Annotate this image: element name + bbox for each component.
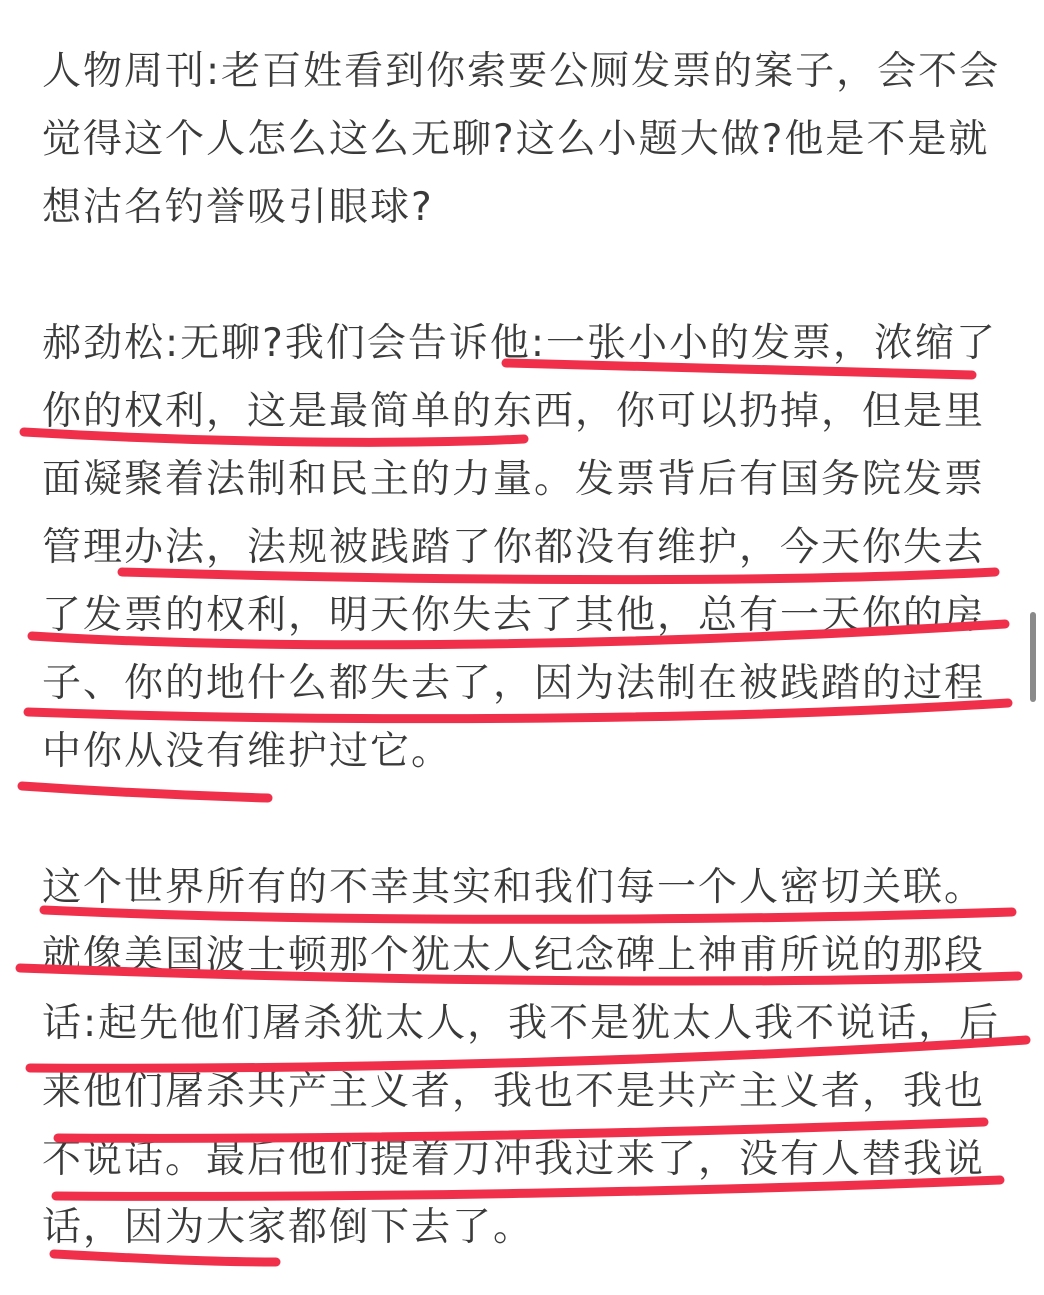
paragraph-question: 人物周刊:老百姓看到你索要公厕发票的案子，会不会觉得这个人怎么这么无聊?这么小题大做?他是不是就想沽名钓誉吸引眼球? <box>42 49 1001 230</box>
paragraph-quote: 这个世界所有的不幸其实和我们每一个人密切关联。就像美国波士顿那个犹太人纪念碑上神甫所说的那段话:起先他们屠杀犹太人，我不是犹太人我不说话，后来他们屠杀共产主义者，我也不是共产主义者，我也不说话。最后他们提着刀冲我过来了，没有人替我说话，因为大家都倒下去了。 <box>42 865 1001 1250</box>
scrollbar-thumb[interactable] <box>1030 612 1036 702</box>
article-body <box>42 38 1007 1262</box>
paragraph-answer: 郝劲松:无聊?我们会告诉他:一张小小的发票，浓缩了你的权利，这是最简单的东西，你可以扔掉，但是里面凝聚着法制和民主的力量。发票背后有国务院发票管理办法，法规被践踏了你都没有维护，今天你失去了发票的权利，明天你失去了其他，总有一天你的房子、你的地什么都失去了，因为法制在被践踏的过程中你从没有维护过它。 <box>42 321 997 774</box>
